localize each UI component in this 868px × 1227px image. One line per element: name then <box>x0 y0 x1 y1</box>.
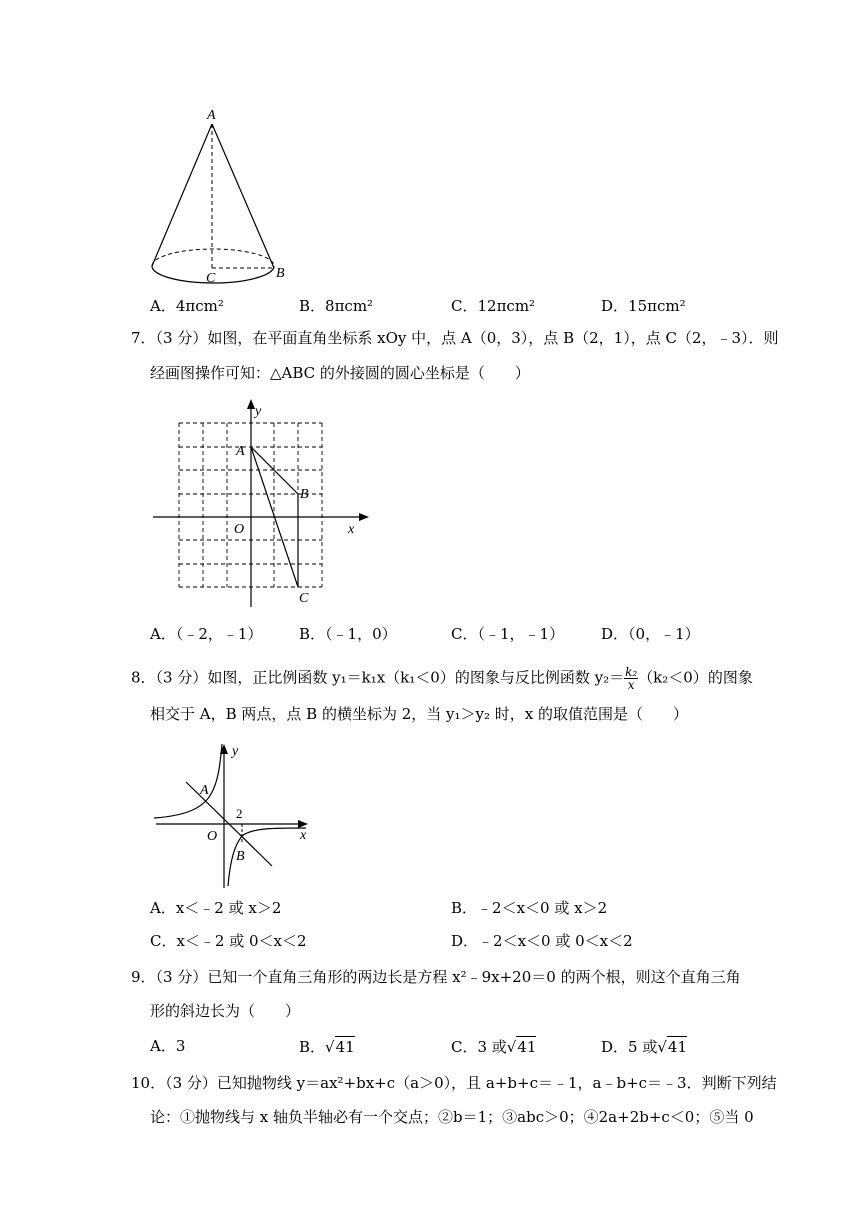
sqrt-radicand: 41 <box>335 1038 355 1056</box>
q9-stem-line2: 形的斜边长为（ ） <box>150 1002 301 1020</box>
q9-option-c <box>451 1036 536 1057</box>
fraction-denominator: x <box>627 678 635 692</box>
cone-base-back-dashed <box>152 249 274 266</box>
q7-option-d: D．（0，﹣1） <box>601 625 700 643</box>
q8-stem-part2: （k₂＜0）的图象 <box>638 668 753 687</box>
q6-option-b: B．8πcm² <box>299 297 374 315</box>
q8-label-x: x <box>300 828 307 843</box>
q7-stem-line1: 7．（3 分）如图，在平面直角坐标系 xOy 中，点 A（0，3），点 B（2，1），点 C（2，﹣3）．则 <box>131 329 779 347</box>
sqrt-symbol: √ <box>325 1038 335 1056</box>
q7-coordinate-grid <box>145 395 380 615</box>
q7-stem-line2: 经画图操作可知：△ABC 的外接圆的圆心坐标是（ ） <box>150 364 530 382</box>
sqrt-symbol: √ <box>657 1038 667 1056</box>
q6-option-d: D．15πcm² <box>601 297 686 315</box>
cone-right-edge <box>212 124 274 268</box>
q8-option-a: A．x＜﹣2 或 x＞2 <box>150 899 282 917</box>
sqrt-radicand: 41 <box>517 1038 537 1056</box>
q9-option-b-prefix: B． <box>299 1038 326 1056</box>
cone-label-b: B <box>276 266 285 281</box>
y-axis-arrow <box>247 399 255 409</box>
q8-function-graph <box>150 738 320 893</box>
fraction-numerator: k₂ <box>625 665 638 679</box>
q7-option-b: B．（﹣1，0） <box>299 625 397 643</box>
q7-label-b: B <box>300 487 309 502</box>
q9-stem-line1: 9．（3 分）已知一个直角三角形的两边长是方程 x²﹣9x+20＝0 的两个根，则这个直角三角 <box>131 968 741 986</box>
q6-option-c: C．12πcm² <box>451 297 536 315</box>
q8-stem-part1: 8．（3 分）如图，正比例函数 y₁＝k₁x（k₁＜0）的图象与反比例函数 y₂＝ <box>131 668 625 687</box>
sqrt-symbol: √ <box>506 1038 517 1056</box>
k2-over-x-fraction <box>624 666 638 691</box>
q8-label-y: y <box>232 744 239 759</box>
q8-label-o: O <box>207 829 218 844</box>
q7-label-x: x <box>348 522 355 537</box>
cone-label-a: A <box>207 108 216 123</box>
q9-option-b <box>299 1036 355 1057</box>
cone-figure <box>140 100 300 290</box>
cone-label-c: C <box>206 271 216 286</box>
sqrt-radicand: 41 <box>667 1038 687 1056</box>
q8-stem-line1 <box>131 666 753 691</box>
q8-label-two: 2 <box>236 806 243 821</box>
q8-label-a: A <box>200 783 209 798</box>
cone-left-edge <box>152 124 212 266</box>
q7-option-a: A．（﹣2，﹣1） <box>150 625 263 643</box>
q8-option-c: C．x＜﹣2 或 0＜x＜2 <box>150 932 307 950</box>
q9-option-d <box>601 1036 687 1057</box>
q10-stem-line2: 论：①抛物线与 x 轴负半轴必有一个交点；②b＝1；③abc＞0；④2a+2b+c＜0；⑤当 0 <box>150 1108 754 1126</box>
x-axis-arrow <box>298 820 308 828</box>
q8-option-d: D．﹣2＜x＜0 或 0＜x＜2 <box>451 932 633 950</box>
q10-stem-line1: 10．（3 分）已知抛物线 y＝ax²+bx+c（a＞0），且 a+b+c＝﹣1，a﹣b+c＝﹣3．判断下列结 <box>131 1074 777 1092</box>
q8-label-b: B <box>236 849 245 864</box>
q8-option-b: B．﹣2＜x＜0 或 x＞2 <box>451 899 608 917</box>
q7-label-y: y <box>255 404 262 419</box>
q7-label-a: A <box>236 444 245 459</box>
q7-label-o: O <box>234 522 245 537</box>
q9-option-d-prefix: D．5 或 <box>601 1038 658 1056</box>
q9-option-c-prefix: C．3 或 <box>451 1038 507 1056</box>
q8-stem-line2: 相交于 A，B 两点，点 B 的横坐标为 2，当 y₁＞y₂ 时，x 的取值范围是（ ） <box>150 705 689 723</box>
q7-option-c: C．（﹣1，﹣1） <box>451 625 565 643</box>
q6-option-a: A．4πcm² <box>150 297 224 315</box>
q9-option-a: A．3 <box>150 1037 186 1055</box>
x-axis-arrow <box>359 513 369 521</box>
q7-label-c: C <box>299 591 309 606</box>
